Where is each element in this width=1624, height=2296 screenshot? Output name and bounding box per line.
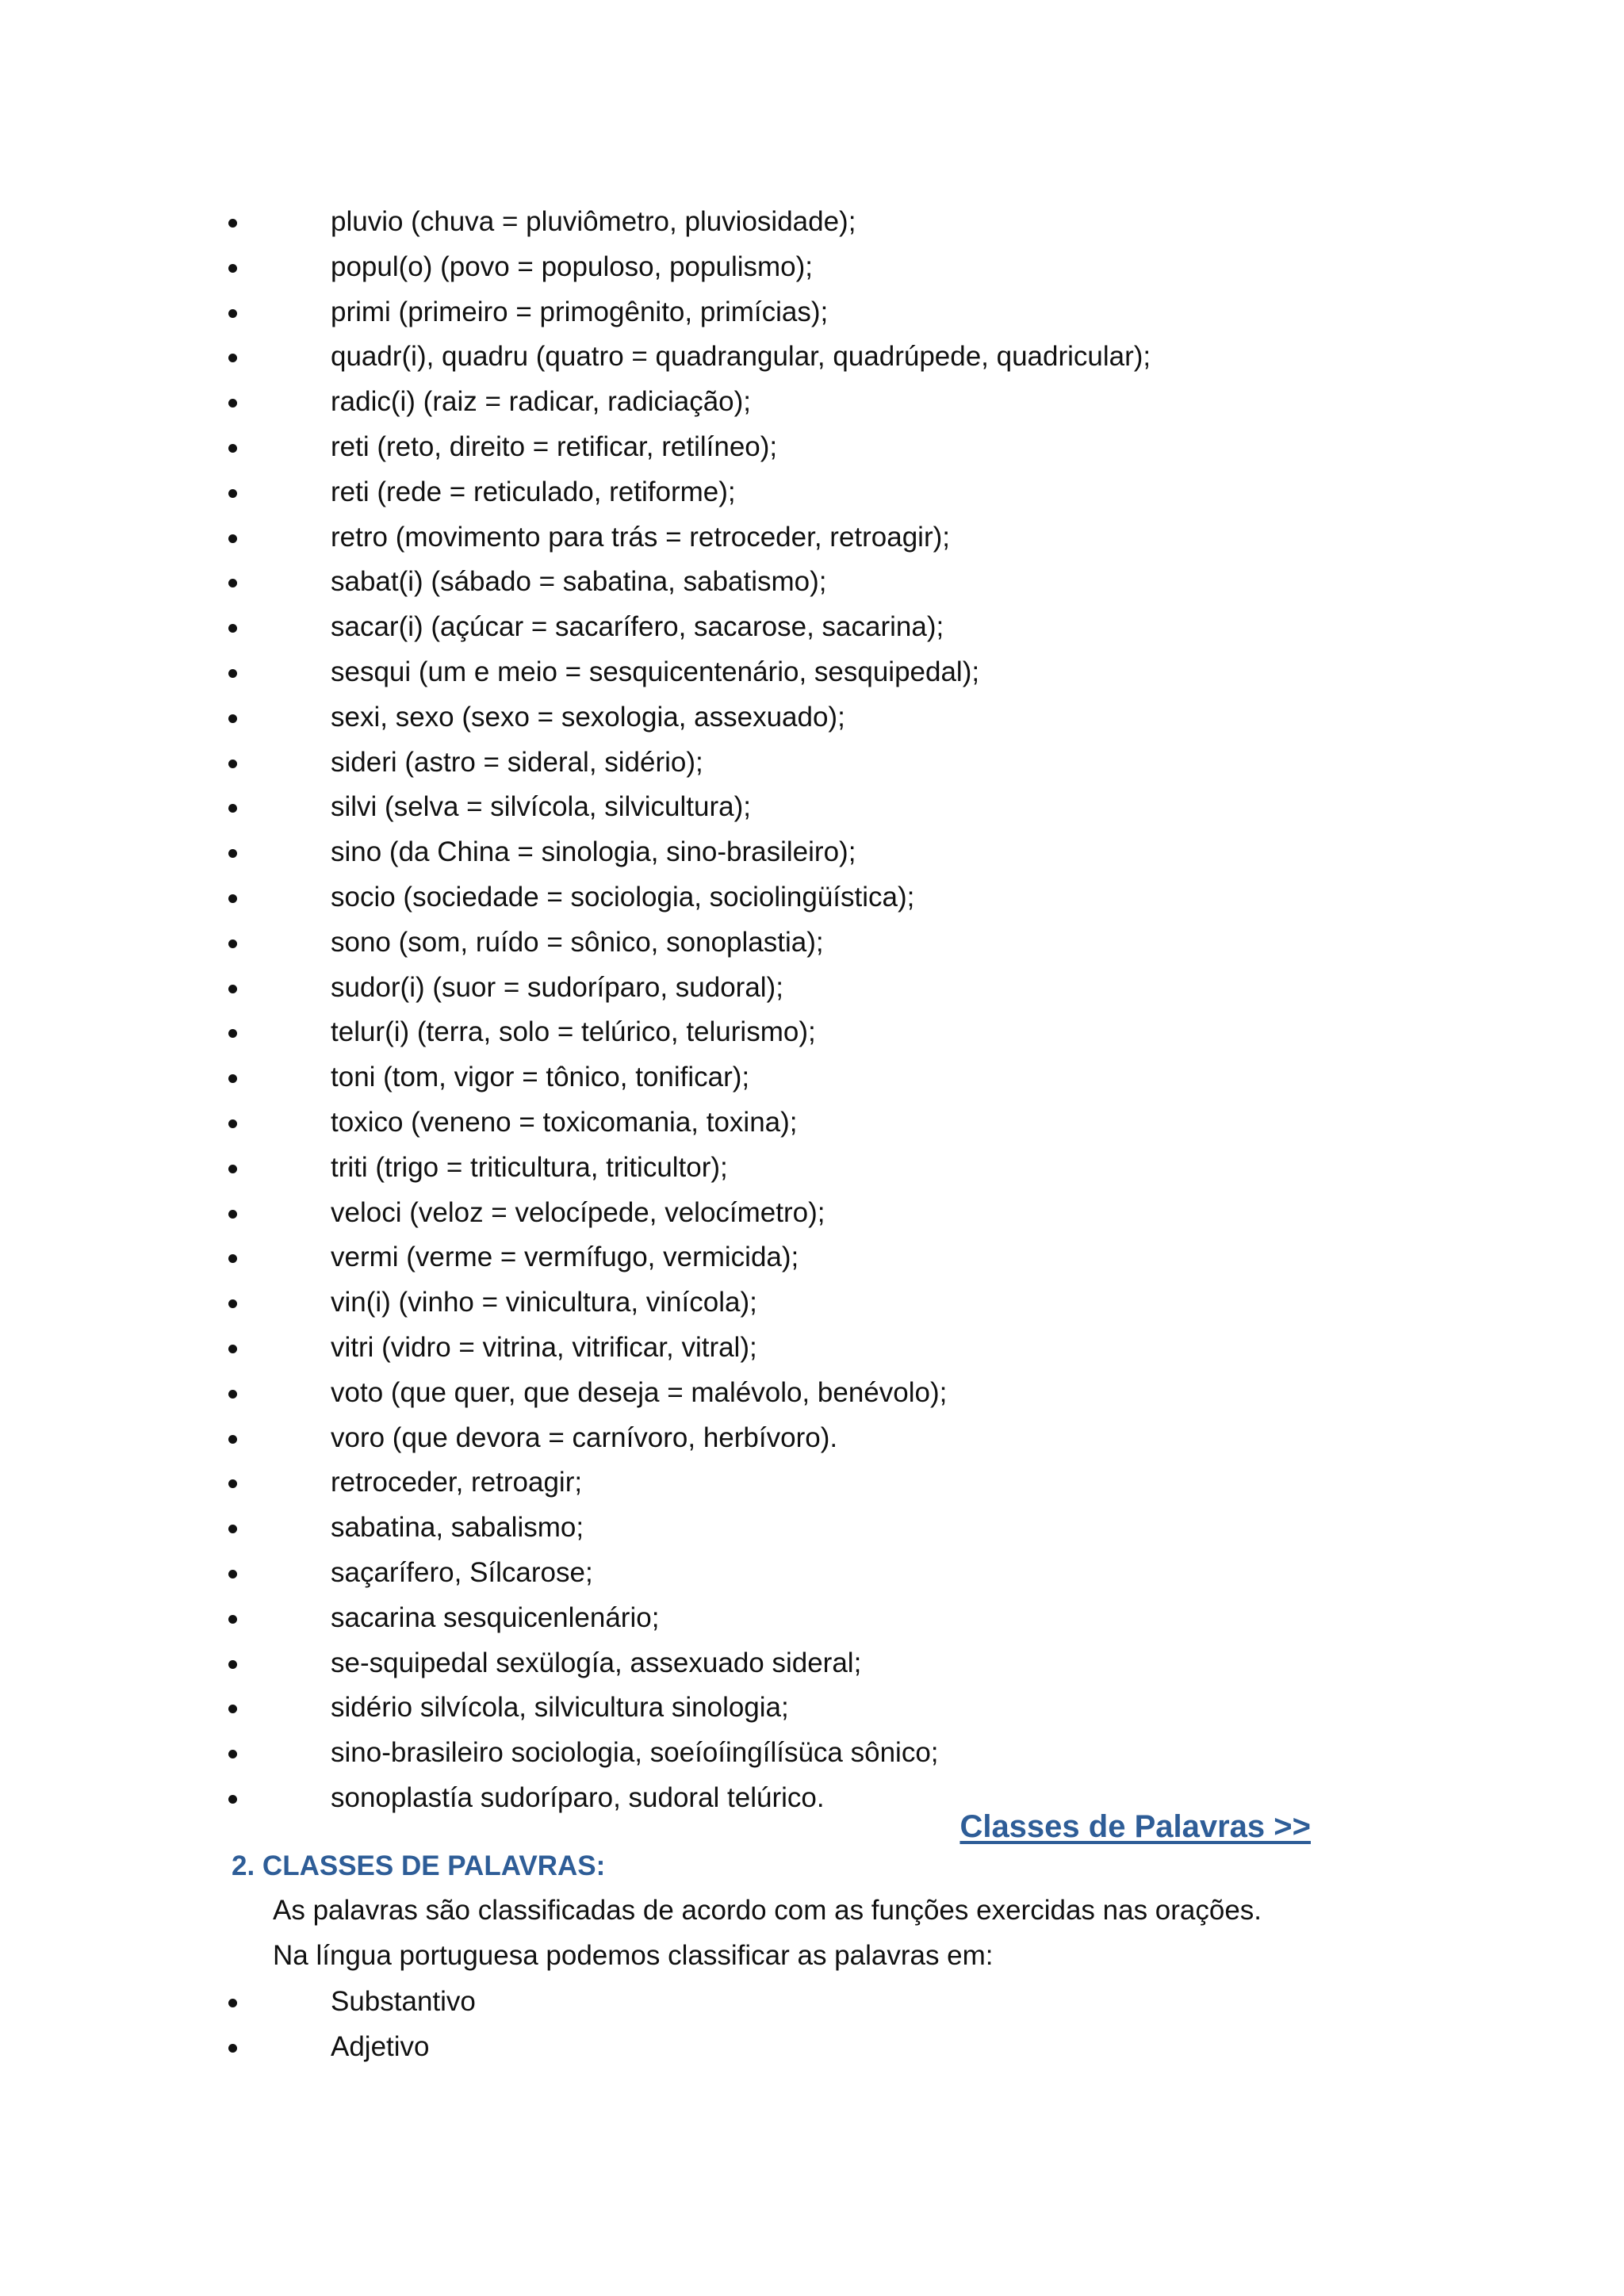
list-item-text: sacar(i) (açúcar = sacarífero, sacarose, sacarina); xyxy=(331,611,944,643)
list-item-text: sidério silvícola, silvicultura sinologia; xyxy=(331,1692,789,1724)
bullet-icon xyxy=(228,624,237,633)
bullet-icon xyxy=(228,760,237,768)
bullet-icon xyxy=(228,2044,237,2053)
bullet-icon xyxy=(228,1705,237,1713)
bullet-icon xyxy=(228,1390,237,1399)
list-item-text: sexi, sexo (sexo = sexologia, assexuado); xyxy=(331,701,845,733)
bullet-icon xyxy=(228,1795,237,1804)
bullet-icon xyxy=(228,939,237,948)
list-item-text: retro (movimento para trás = retroceder, retroagir); xyxy=(331,521,950,553)
list-item-text: sabatina, sabalismo; xyxy=(331,1512,584,1544)
bullet-icon xyxy=(228,489,237,498)
list-item-text: reti (reto, direito = retificar, retilíneo); xyxy=(331,430,778,462)
bullet-icon xyxy=(228,399,237,408)
list-item-text: sacarina sesquicenlenário; xyxy=(331,1601,660,1633)
list-item-text: sesqui (um e meio = sesquicentenário, sesquipedal); xyxy=(331,656,980,687)
bullet-icon xyxy=(228,1345,237,1353)
section-paragraph: As palavras são classificadas de acordo com as funções exercidas nas orações. xyxy=(273,1895,1262,1926)
bullet-icon xyxy=(228,985,237,993)
list-item-text: voro (que devora = carnívoro, herbívoro). xyxy=(331,1422,838,1453)
list-item-text: socio (sociedade = sociologia, sociolingüística); xyxy=(331,881,915,913)
list-item-text: radic(i) (raiz = radicar, radiciação); xyxy=(331,386,752,418)
bullet-icon xyxy=(228,714,237,723)
list-item-text: sabat(i) (sábado = sabatina, sabatismo); xyxy=(331,566,827,598)
bullet-icon xyxy=(228,1435,237,1444)
bullet-icon xyxy=(228,444,237,453)
list-item-text: retroceder, retroagir; xyxy=(331,1467,583,1498)
bullet-icon xyxy=(228,894,237,903)
list-item-text: toxico (veneno = toxicomania, toxina); xyxy=(331,1106,798,1138)
bullet-icon xyxy=(228,1660,237,1669)
bullet-icon xyxy=(228,579,237,587)
bullet-icon xyxy=(228,1254,237,1263)
bullet-icon xyxy=(228,1615,237,1624)
bullet-icon xyxy=(228,1999,237,2007)
bullet-icon xyxy=(228,804,237,813)
bullet-icon xyxy=(228,1525,237,1533)
list-item-text: telur(i) (terra, solo = telúrico, telurismo); xyxy=(331,1016,816,1048)
list-item-text: se-squipedal sexülogía, assexuado sideral; xyxy=(331,1647,862,1678)
list-item-text: sudor(i) (suor = sudoríparo, sudoral); xyxy=(331,971,783,1003)
bullet-icon xyxy=(228,1210,237,1219)
bullet-icon xyxy=(228,1299,237,1308)
list-item-text: vermi (verme = vermífugo, vermicida); xyxy=(331,1242,799,1273)
bullet-icon xyxy=(228,669,237,678)
list-item-text: sono (som, ruído = sônico, sonoplastia); xyxy=(331,926,824,958)
list-item-text: triti (trigo = triticultura, triticultor); xyxy=(331,1151,728,1183)
bullet-icon xyxy=(228,1074,237,1083)
list-item-text: sino (da China = sinologia, sino-brasileiro); xyxy=(331,836,856,868)
list-item-text: primi (primeiro = primogênito, primícias); xyxy=(331,296,829,327)
bullet-icon xyxy=(228,264,237,273)
bullet-icon xyxy=(228,849,237,858)
list-item-text: silvi (selva = silvícola, silvicultura); xyxy=(331,791,751,823)
classes-de-palavras-link[interactable]: Classes de Palavras >> xyxy=(959,1809,1311,1844)
bullet-icon xyxy=(228,1165,237,1173)
list-item-text: Substantivo xyxy=(331,1986,476,2017)
list-item-text: pluvio (chuva = pluviômetro, pluviosidade); xyxy=(331,206,856,237)
list-item-text: popul(o) (povo = populoso, populismo); xyxy=(331,251,814,282)
list-item-text: Adjetivo xyxy=(331,2030,430,2062)
list-item-text: vin(i) (vinho = vinicultura, vinícola); xyxy=(331,1287,757,1318)
list-item-text: reti (rede = reticulado, retiforme); xyxy=(331,476,736,507)
list-item-text: vitri (vidro = vitrina, vitrificar, vitral); xyxy=(331,1331,757,1363)
bullet-icon xyxy=(228,1479,237,1488)
section-heading: 2. CLASSES DE PALAVRAS: xyxy=(232,1850,606,1881)
bullet-icon xyxy=(228,1119,237,1128)
list-item-text: toni (tom, vigor = tônico, tonificar); xyxy=(331,1062,750,1093)
list-item-text: veloci (veloz = velocípede, velocímetro); xyxy=(331,1196,825,1228)
bullet-icon xyxy=(228,1029,237,1038)
list-item-text: quadr(i), quadru (quatro = quadrangular, quadrúpede, quadricular); xyxy=(331,341,1151,373)
bullet-icon xyxy=(228,354,237,362)
bullet-icon xyxy=(228,1570,237,1578)
list-item-text: voto (que quer, que deseja = malévolo, benévolo); xyxy=(331,1376,948,1408)
bullet-icon xyxy=(228,309,237,318)
bullet-icon xyxy=(228,219,237,228)
bullet-icon xyxy=(228,534,237,543)
list-item-text: saçarífero, Sílcarose; xyxy=(331,1556,593,1588)
list-item-text: sonoplastía sudoríparo, sudoral telúrico. xyxy=(331,1781,825,1813)
list-item-text: sideri (astro = sideral, sidério); xyxy=(331,746,703,778)
section-paragraph: Na língua portuguesa podemos classificar as palavras em: xyxy=(273,1940,994,1971)
bullet-icon xyxy=(228,1750,237,1758)
list-item-text: sino-brasileiro sociologia, soeíoíingílísüca sônico; xyxy=(331,1737,939,1769)
